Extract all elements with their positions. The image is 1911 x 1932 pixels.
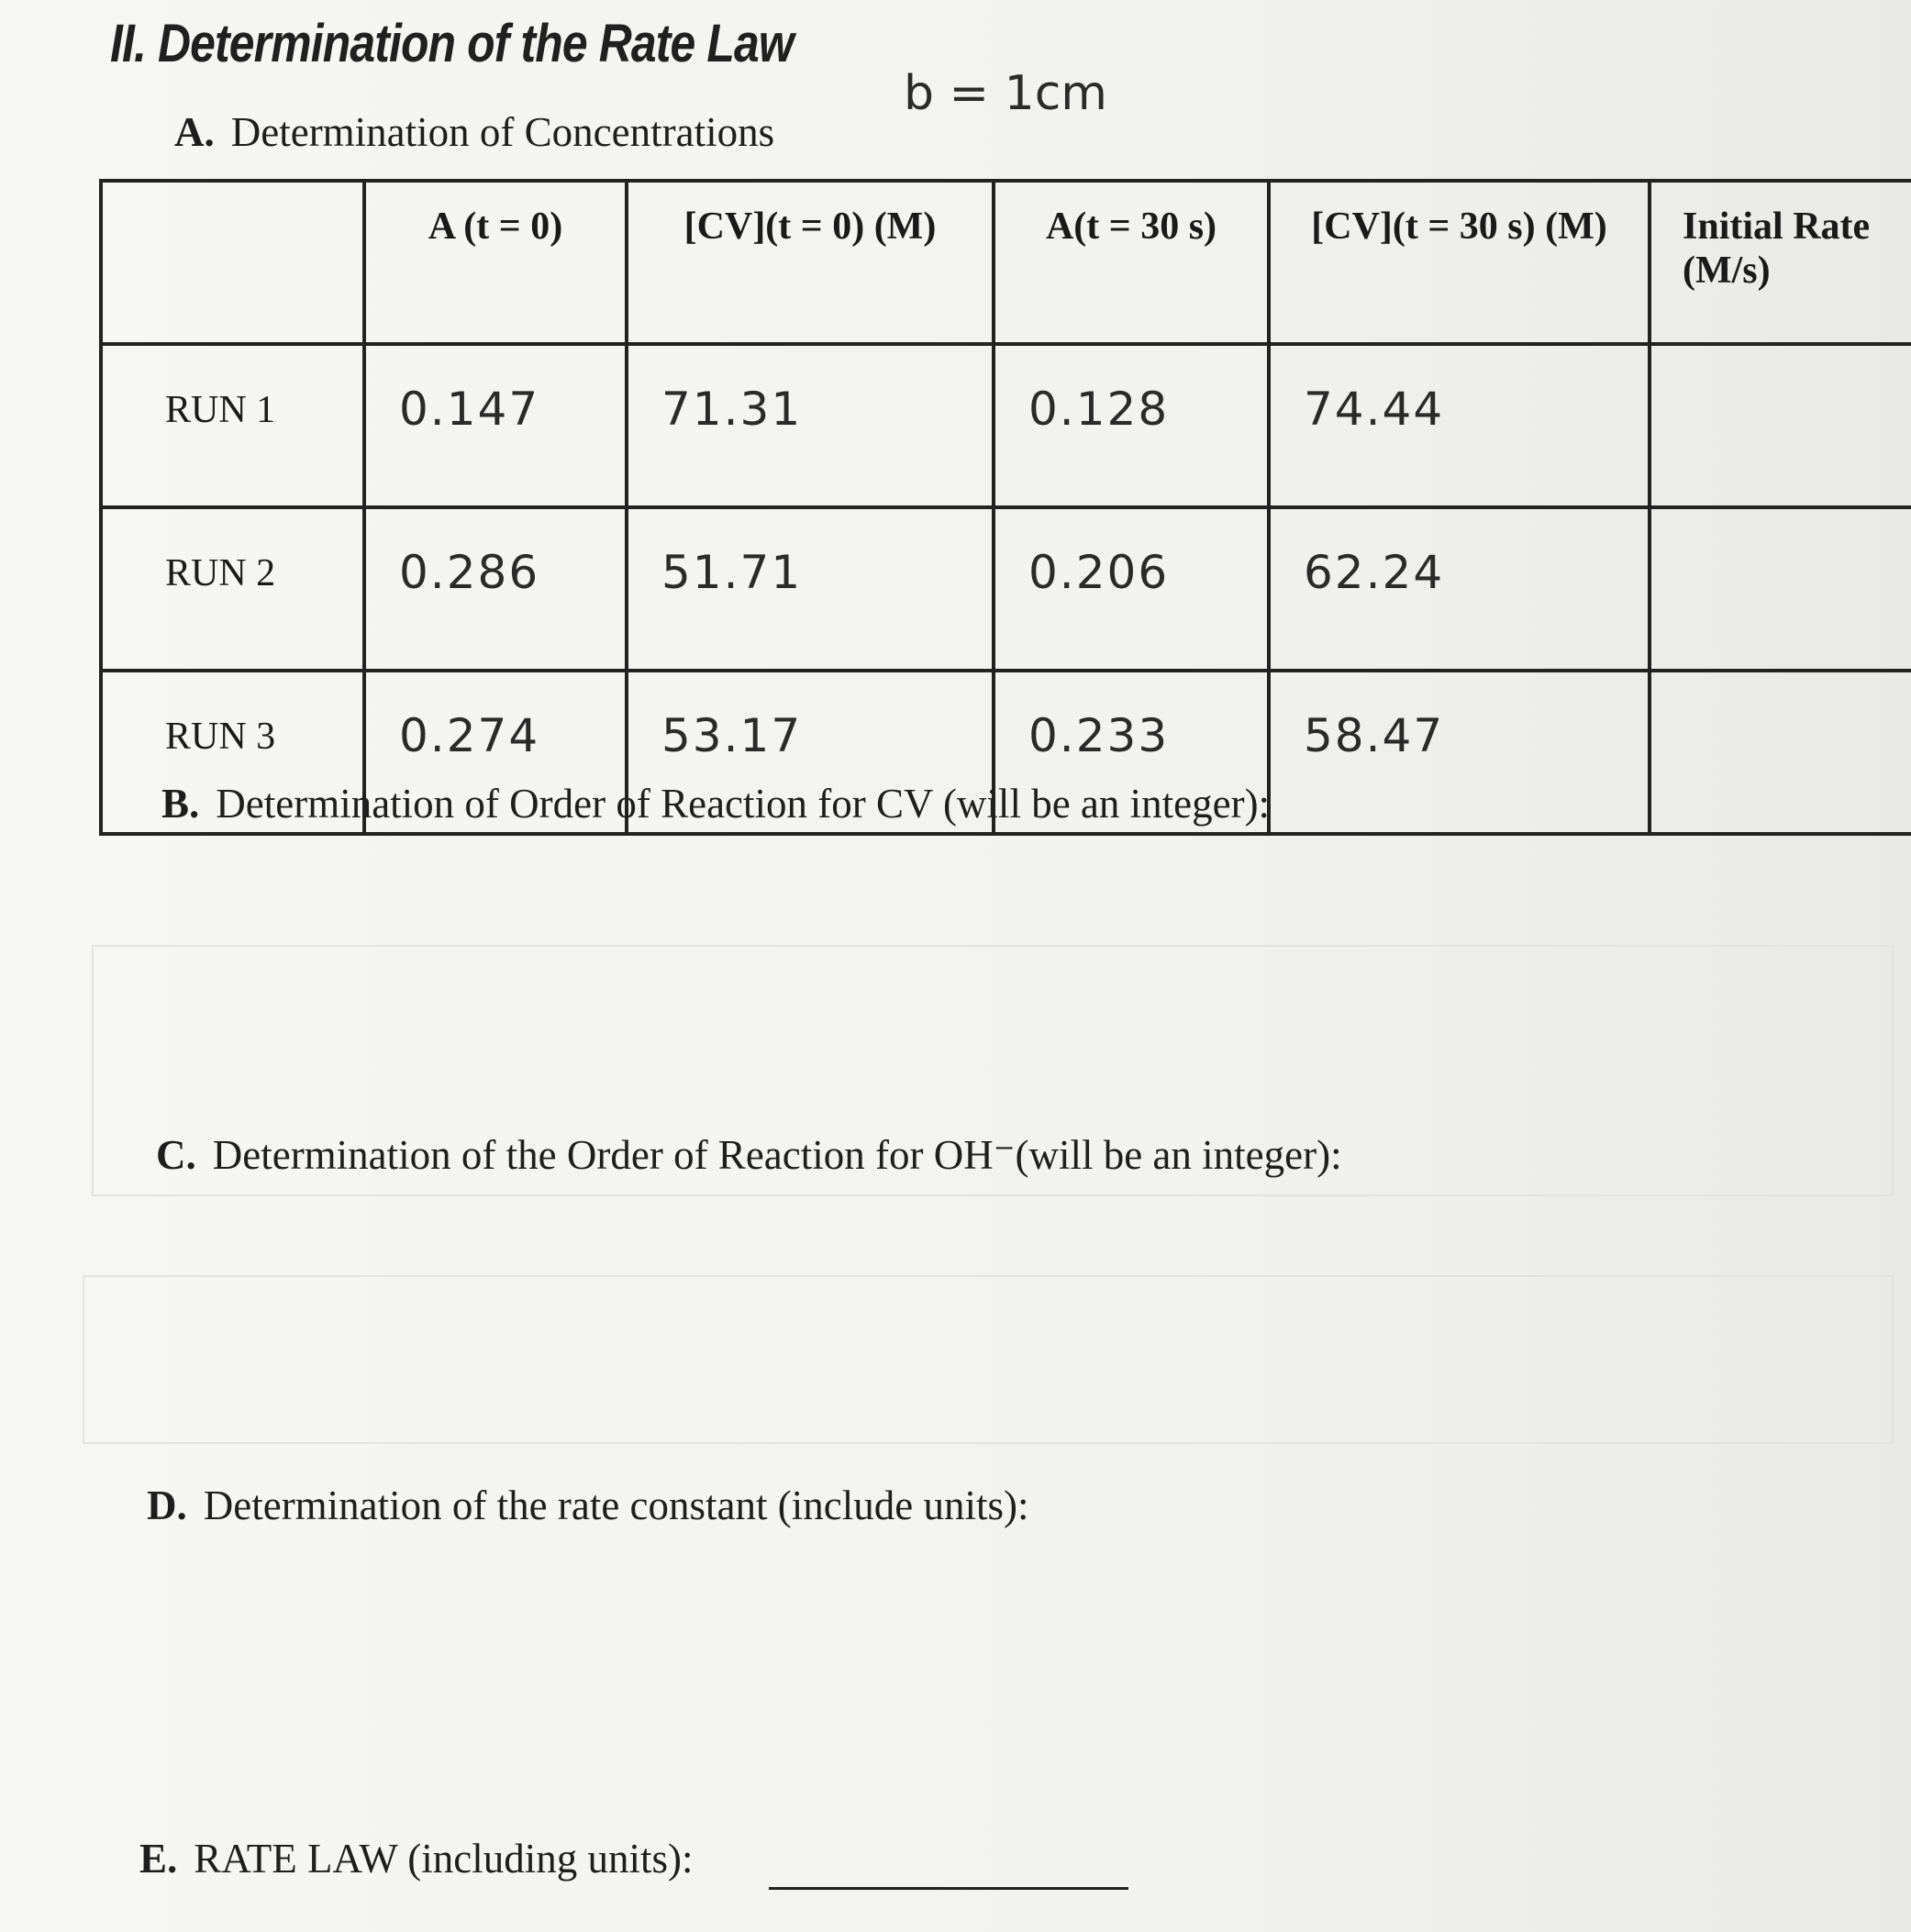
section-title: II. Determination of the Rate Law	[110, 14, 794, 73]
table-cell: 0.286	[364, 507, 627, 671]
subsection-e-letter: E.	[139, 1836, 178, 1882]
subsection-e	[139, 1835, 694, 1882]
initial-rate-units: (M/s)	[1683, 250, 1771, 292]
subsection-d	[147, 1482, 1028, 1529]
run-label: RUN 3	[101, 671, 364, 834]
table-header-cell	[1650, 181, 1911, 344]
subsection-c-letter: C.	[156, 1132, 196, 1178]
table-cell: 0.128	[994, 344, 1269, 507]
subsection-a-letter: A.	[174, 109, 215, 155]
table-cell: 53.17	[627, 671, 994, 834]
subsection-e-text: RATE LAW (including units):	[194, 1836, 694, 1882]
subsection-b-text: Determination of Order of Reaction for CV (will be an integer):	[216, 781, 1271, 827]
rate-law-answer-line[interactable]	[769, 1887, 1128, 1890]
table-cell: 62.24	[1269, 507, 1650, 671]
subsection-b	[161, 780, 1270, 827]
table-row	[101, 507, 1911, 671]
table-cell: 71.31	[627, 344, 994, 507]
table-cell	[1650, 344, 1911, 507]
subsection-d-text: Determination of the rate constant (include units):	[203, 1482, 1029, 1528]
table-cell	[1650, 671, 1911, 834]
table-header-cell: [CV](t = 30 s) (M)	[1269, 181, 1650, 344]
table-row	[101, 344, 1911, 507]
concentration-table	[99, 179, 1911, 836]
subsection-a-text: Determination of Concentrations	[230, 109, 775, 155]
subsection-c	[156, 1130, 1342, 1179]
table-cell: 0.274	[364, 671, 627, 834]
handwritten-note: b = 1cm	[904, 66, 1107, 121]
subsection-a	[174, 108, 774, 156]
table-cell: 0.147	[364, 344, 627, 507]
table-header-cell	[101, 181, 364, 344]
table-cell: 0.233	[994, 671, 1269, 834]
run-label: RUN 2	[101, 507, 364, 671]
table-header-cell: A (t = 0)	[364, 181, 627, 344]
show-through-grid-lower	[83, 1275, 1894, 1444]
table-cell: 74.44	[1269, 344, 1650, 507]
subsection-d-letter: D.	[147, 1482, 187, 1528]
table-cell: 0.206	[994, 507, 1269, 671]
table-header-cell: [CV](t = 0) (M)	[627, 181, 994, 344]
table-cell: 51.71	[627, 507, 994, 671]
table-cell	[1650, 507, 1911, 671]
table-header-row	[101, 181, 1911, 344]
table-header-cell: A(t = 30 s)	[994, 181, 1269, 344]
run-label: RUN 1	[101, 344, 364, 507]
table-cell: 58.47	[1269, 671, 1650, 834]
subsection-b-letter: B.	[161, 781, 200, 827]
initial-rate-header: Initial Rate	[1683, 205, 1871, 248]
subsection-c-text: Determination of the Order of Reaction for OH⁻(will be an integer):	[212, 1132, 1342, 1178]
